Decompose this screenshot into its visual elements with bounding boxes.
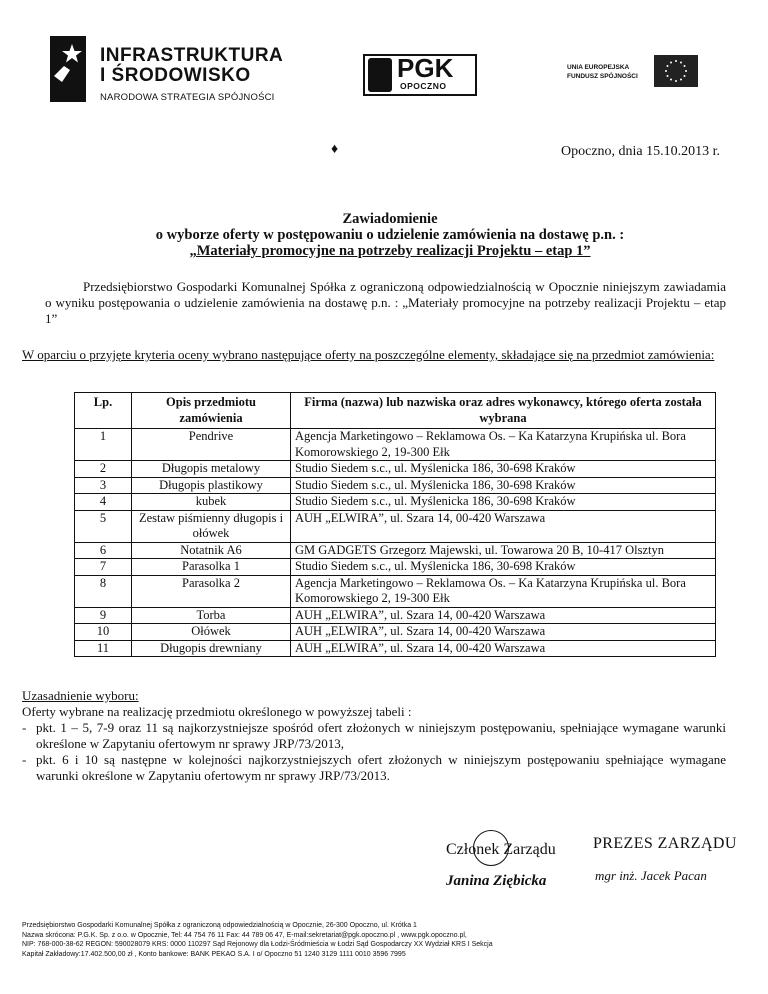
pgk-logo-city: OPOCZNO — [400, 81, 447, 91]
lp-cell: 1 — [75, 429, 132, 461]
justification-line: Oferty wybrane na realizację przedmiotu określonego w powyższej tabeli : — [22, 704, 412, 719]
firm-cell: Studio Siedem s.c., ul. Myślenicka 186, 30-698 Kraków — [291, 559, 716, 576]
justification-heading: Uzasadnienie wyboru: — [22, 688, 139, 703]
firm-cell: Agencja Marketingowo – Reklamowa Os. – Ka Katarzyna Krupińska ul. Bora Komorowskiego 2, 19-300 Ełk — [291, 429, 716, 461]
item-cell: Długopis metalowy — [132, 461, 291, 478]
item-cell: Pendrive — [132, 429, 291, 461]
eu-fund-label: UNIA EUROPEJSKA FUNDUSZ SPÓJNOŚCI — [567, 64, 638, 80]
pgk-emblem-icon — [368, 58, 392, 92]
item-cell: Długopis plastikowy — [132, 477, 291, 494]
firm-cell: GM GADGETS Grzegorz Majewski, ul. Towarowa 20 B, 10-417 Olsztyn — [291, 542, 716, 559]
column-header-firm: Firma (nazwa) lub nazwiska oraz adres wykonawcy, którego oferta została wybrana — [291, 393, 716, 429]
mark-icon: ♦ — [331, 142, 339, 157]
eu-flag-icon — [654, 55, 698, 87]
title-heading: Zawiadomienie — [342, 211, 438, 227]
item-cell: Ołówek — [132, 624, 291, 641]
justification-body — [22, 704, 726, 784]
firm-cell: AUH „ELWIRA”, ul. Szara 14, 00-420 Warszawa — [291, 640, 716, 657]
item-cell: Parasolka 1 — [132, 559, 291, 576]
footer-line-4: Kapitał Zakładowy:17.402.500,00 zł , Konto bankowe: BANK PEKAO S.A. I o/ Opoczno 51 1240 3129 1111 0010 3596 7995 — [22, 950, 406, 958]
list-item: - pkt. 1 – 5, 7-9 oraz 11 są najkorzystniejsze spośród ofert złożonych w niniejszym postępowaniu, spełniające wymagane warunki określone w Zapytaniu ofertowym nr sprawy JRP/73/2013, — [22, 720, 726, 751]
firm-cell: Agencja Marketingowo – Reklamowa Os. – Ka Katarzyna Krupińska ul. Bora Komorowskiego 2, 19-300 Ełk — [291, 575, 716, 607]
president-name: mgr inż. Jacek Pacan — [595, 868, 707, 883]
table-row — [75, 559, 716, 576]
firm-cell: Studio Siedem s.c., ul. Myślenicka 186, 30-698 Kraków — [291, 494, 716, 511]
lp-cell: 2 — [75, 461, 132, 478]
item-cell: Zestaw piśmienny długopis i ołówek — [132, 510, 291, 542]
document-title — [60, 211, 720, 259]
item-cell: Parasolka 2 — [132, 575, 291, 607]
table-row — [75, 429, 716, 461]
item-cell: Notatnik A6 — [132, 542, 291, 559]
board-member-title: Członek Zarządu — [446, 841, 556, 858]
item-cell: kubek — [132, 494, 291, 511]
table-row — [75, 624, 716, 641]
title-project: „Materiały promocyjne na potrzeby realizacji Projektu – etap 1” — [189, 243, 591, 259]
table-row — [75, 542, 716, 559]
table-row — [75, 510, 716, 542]
infrastruktura-logo-mark — [50, 36, 86, 102]
title-subject: o wyborze oferty w postępowaniu o udzielenie zamówienia na dostawę p.n. : — [155, 227, 625, 243]
board-member-name: Janina Ziębicka — [446, 873, 547, 889]
firm-cell: Studio Siedem s.c., ul. Myślenicka 186, 30-698 Kraków — [291, 461, 716, 478]
list-item: - pkt. 6 i 10 są następne w kolejności najkorzystniejszych ofert złożonych w niniejszym postępowaniu spełniające wymagane warunki określone w Zapytaniu ofertowym nr sprawy JRP/73/2013. — [22, 752, 726, 783]
footer-line-3: NIP: 768-000-38-62 REGON: 590028079 KRS: 0000 110297 Sąd Rejonowy dla Łodzi-Śródmieścia w Łodzi Sąd Gospodarczy XX Wydział KRS I Sekcja — [22, 941, 493, 948]
criteria-paragraph: W oparciu o przyjęte kryteria oceny wybrano następujące oferty na poszczególne elementy, składające się na przedmiot zamówienia: — [22, 347, 715, 362]
pgk-logo-text: PGK — [397, 53, 454, 83]
justification-item-2: pkt. 6 i 10 są następne w kolejności najkorzystniejszych ofert złożonych w niniejszym postępowaniu spełniające wymagane warunki określone w Zapytaniu ofertowym nr sprawy JRP/73/2013. — [36, 752, 726, 783]
table-row — [75, 477, 716, 494]
table-row — [75, 607, 716, 624]
awards-table — [74, 392, 716, 657]
footer-line-2: Nazwa skrócona: P.G.K. Sp. z o.o. w Opocznie, Tel: 44 754 76 11 Fax: 44 789 06 47, E-mail:sekretariat@pgk.opoczno.pl , www.pgk.opoczno.pl, — [22, 931, 467, 939]
table-row — [75, 461, 716, 478]
column-header-item: Opis przedmiotu zamówienia — [132, 393, 291, 429]
lp-cell: 4 — [75, 494, 132, 511]
table-row — [75, 494, 716, 511]
logo-is-title: INFRASTRUKTURA I ŚRODOWISKO — [100, 45, 284, 86]
lp-cell: 3 — [75, 477, 132, 494]
lp-cell: 6 — [75, 542, 132, 559]
column-header-lp: Lp. — [75, 393, 132, 429]
firm-cell: Studio Siedem s.c., ul. Myślenicka 186, 30-698 Kraków — [291, 477, 716, 494]
president-title: PREZES ZARZĄDU — [593, 835, 737, 852]
firm-cell: AUH „ELWIRA”, ul. Szara 14, 00-420 Warszawa — [291, 607, 716, 624]
footer-line-1: Przedsiębiorstwo Gospodarki Komunalnej Spółka z ograniczoną odpowiedzialnością w Opocznie, 26-300 Opoczno, ul. Krótka 1 — [22, 922, 417, 929]
lp-cell: 11 — [75, 640, 132, 657]
logo-is-subtitle: NARODOWA STRATEGIA SPÓJNOŚCI — [100, 92, 275, 103]
lp-cell: 7 — [75, 559, 132, 576]
table-row — [75, 640, 716, 657]
item-cell: Torba — [132, 607, 291, 624]
date-line: Opoczno, dnia 15.10.2013 r. — [561, 144, 721, 159]
firm-cell: AUH „ELWIRA”, ul. Szara 14, 00-420 Warszawa — [291, 624, 716, 641]
item-cell: Długopis drewniany — [132, 640, 291, 657]
lp-cell: 5 — [75, 510, 132, 542]
lp-cell: 9 — [75, 607, 132, 624]
lp-cell: 8 — [75, 575, 132, 607]
lp-cell: 10 — [75, 624, 132, 641]
firm-cell: AUH „ELWIRA”, ul. Szara 14, 00-420 Warszawa — [291, 510, 716, 542]
justification-item-1: pkt. 1 – 5, 7-9 oraz 11 są najkorzystniejsze spośród ofert złożonych w niniejszym postępowaniu, spełniające wymagane warunki określone w Zapytaniu ofertowym nr sprawy JRP/73/2013, — [36, 720, 726, 751]
company-footer — [22, 921, 752, 959]
table-row — [75, 575, 716, 607]
intro-paragraph: Przedsiębiorstwo Gospodarki Komunalnej Spółka z ograniczoną odpowiedzialnością w Opocznie niniejszym zawiadamia o wyniku postępowania o udzielenie zamówienia na dostawę p.n. : „Materiały promocyjne na potrzeby realizacji Projektu – etap 1” — [45, 279, 726, 326]
